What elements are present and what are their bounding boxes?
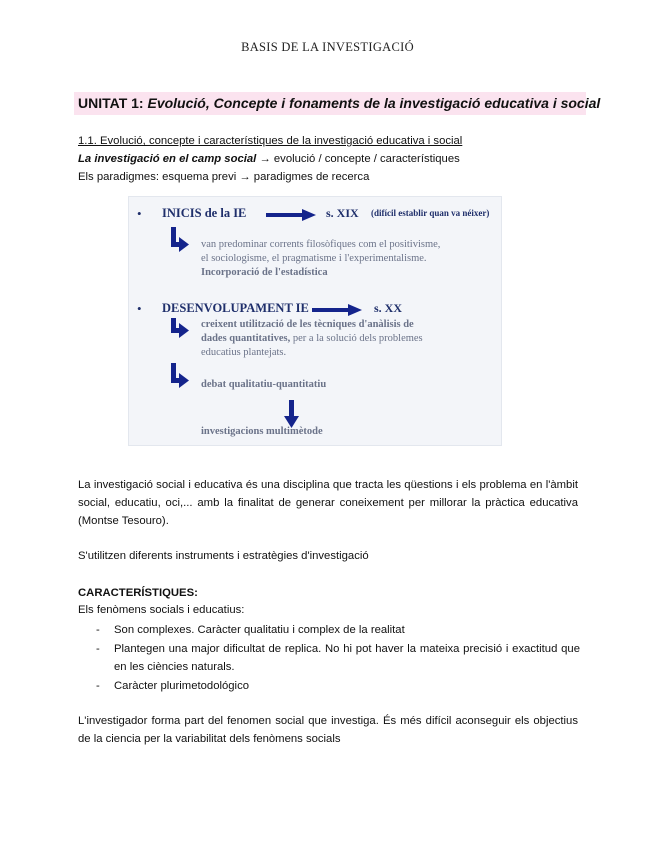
desenv-desc-3: educatius plantejats. [201,347,287,358]
corner-arrow-icon [170,318,190,338]
definition-paragraph: La investigació social i educativa és una disciplina que tracta les qüestions i els problema en l'àmbit social, educatiu, oci,... amb la finalitat de generar coneixement per millorar la pràctica educativa (Montse Tesouro). [78,479,578,527]
unit-label: UNITAT 1: [78,95,144,111]
scheme-bullet-2: • [137,301,142,316]
characteristics-heading: CARACTERÍSTIQUES: [78,587,198,599]
multimetode-label: investigacions multimètode [201,426,323,437]
section-heading: 1.1. Evolució, concepte i característiques de la investigació educativa i social [78,135,463,147]
corner-arrow-icon [170,227,190,253]
list-item-text: Son complexes. Caràcter qualitatiu i complex de la realitat [114,624,405,636]
inicis-label: INICIS de la IE [162,206,247,220]
conclusion-paragraph: L'investigador forma part del fenomen social que investiga. És més difícil aconseguir els objectius de la ciencia per la variabilitat dels fenòmens socials [78,715,578,745]
characteristics-list [78,621,580,695]
section-line-1-rest: → evolució / concepte / característiques [256,153,460,165]
list-item [78,621,580,640]
inicis-desc-2: el sociologisme, el pragmatisme i l'experimentalisme. [201,253,427,264]
inicis-statistics: Incorporació de l'estadística [201,267,328,278]
arrow-right-icon [266,209,316,221]
evolution-scheme [128,196,502,446]
arrow-right-icon [312,304,362,316]
debat-label: debat qualitatiu-quantitatiu [201,379,327,390]
section-line-1 [78,153,460,165]
scheme-bullet-1: • [137,206,142,221]
page-header: BASIS DE LA INVESTIGACIÓ [241,40,414,54]
unit-title-text: Evolució, Concepte i fonaments de la investigació educativa i social [147,95,601,111]
list-dash: - [96,624,100,636]
inicis-century: s. XIX [326,206,359,220]
unit-title [74,92,601,115]
list-dash: - [96,642,100,655]
instruments-line: S'utilitzen diferents instruments i estratègies d'investigació [78,550,369,562]
characteristics-intro: Els fenòmens socials i educatius: [78,604,245,616]
inicis-desc-1: van predominar corrents filosòfiques com el positivisme, [201,239,441,250]
desenv-desc-2 [201,333,423,344]
arrow-down-icon [284,400,300,428]
desenv-desc-1: creixent utilització de les tècniques d'anàlisis de [201,319,414,330]
desenv-desc-2-rest: per a la solució dels problemes [290,333,423,344]
section-line-2: Els paradigmes: esquema previ → paradigmes de recerca [78,171,370,183]
corner-arrow-icon [170,363,190,389]
inicis-note: (difícil establir quan va néixer) [371,208,490,218]
desenv-century: s. XX [374,301,403,315]
list-dash: - [96,679,100,692]
section-line-1-em: La investigació en el camp social [78,153,257,165]
desenv-desc-2-bold: dades quantitatives, [201,333,291,344]
desenv-label: DESENVOLUPAMENT IE [162,301,309,315]
list-item [78,640,580,677]
list-item-text: Plantegen una major dificultat de replica. No hi pot haver la mateixa precisió i exactitud que en les ciències naturals. [114,642,580,673]
list-item-text: Caràcter plurimetodológico [114,679,250,692]
list-item [78,677,580,696]
